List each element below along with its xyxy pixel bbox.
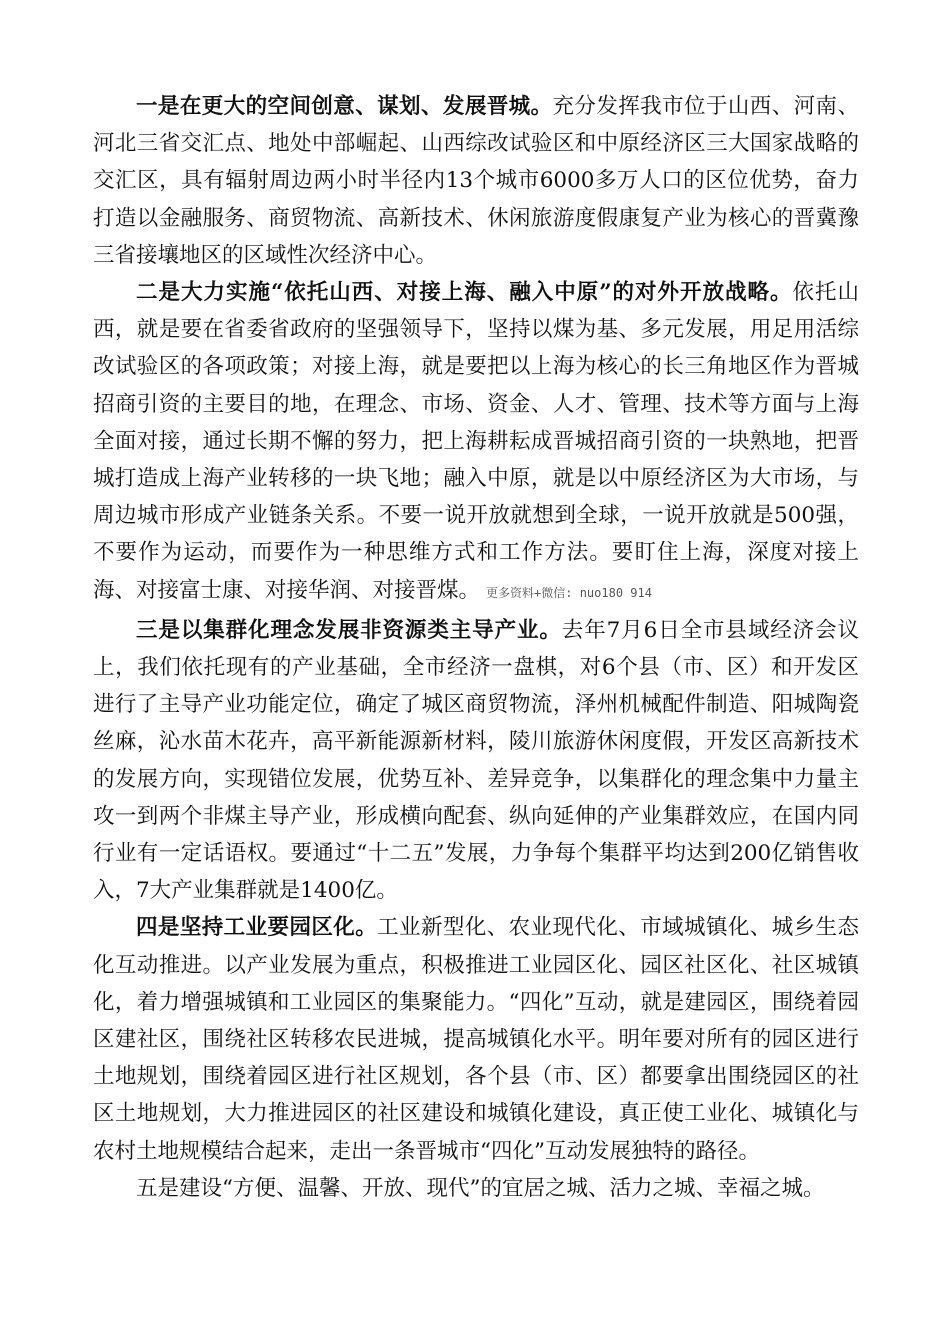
paragraph-4-heading: 四是坚持工业要园区化。 (136, 915, 378, 941)
paragraph-1 (93, 88, 859, 274)
paragraph-1-body: 充分发挥我市位于山西、河南、河北三省交汇点、地处中部崛起、山西综改试验区和中原经济区三大国家战略的交汇区，具有辐射周边两小时半径内13个城市6000多万人口的区位优势，奋力打造以金融服务、商贸物流、高新技术、休闲旅游度假康复产业为核心的晋冀豫三省接壤地区的区域性次经济中心。 (93, 94, 859, 268)
paragraph-3-body: 去年7月6日全市县域经济会议上，我们依托现有的产业基础，全市经济一盘棋，对6个县（市、区）和开发区进行了主导产业功能定位，确定了城区商贸物流，泽州机械配件制造、阳城陶瓷丝麻，沁水苗木花卉，高平新能源新材料，陵川旅游休闲度假，开发区高新技术的发展方向，实现错位发展，优势互补、差异竞争，以集群化的理念集中力量主攻一到两个非煤主导产业，形成横向配套、纵向延伸的产业集群效应，在国内同行业有一定话语权。要通过“十二五”发展，力争每个集群平均达到200亿销售收入，7大产业集群就是1400亿。 (93, 617, 859, 904)
paragraph-2-body: 依托山西，就是要在省委省政府的坚强领导下，坚持以煤为基、多元发展，用足用活综改试验区的各项政策；对接上海，就是要把以上海为核心的长三角地区作为晋城招商引资的主要目的地，在理念、市场、资金、人才、管理、技术等方面与上海全面对接，通过长期不懈的努力，把上海耕耘成晋城招商引资的一块熟地，把晋城打造成上海产业转移的一块飞地；融入中原，就是以中原经济区为大市场，与周边城市形成产业链条关系。不要一说开放就想到全球，一说开放就是500强，不要作为运动，而要作为一种思维方式和工作方法。要盯住上海，深度对接上海、对接富士康、对接华润、对接晋煤。 (93, 280, 859, 603)
paragraph-2-heading: 二是大力实施“依托山西、对接上海、融入中原”的对外开放战略。 (136, 280, 793, 306)
document-page (93, 88, 859, 1207)
paragraph-5 (93, 1170, 859, 1207)
paragraph-2 (93, 274, 859, 612)
paragraph-4-body: 工业新型化、农业现代化、市域城镇化、城乡生态化互动推进。以产业发展为重点，积极推进工业园区化、园区社区化、社区城镇化，着力增强城镇和工业园区的集聚能力。“四化”互动，就是建园区，围绕着园区建社区，围绕社区转移农民进城，提高城镇化水平。明年要对所有的园区进行土地规划，围绕着园区进行社区规划，各个县（市、区）都要拿出围绕园区的社区土地规划，大力推进园区的社区建设和城镇化建设，真正使工业化、城镇化与农村土地规模结合起来，走出一条晋城市“四化”互动发展独特的路径。 (93, 915, 859, 1164)
paragraph-3-heading: 三是以集群化理念发展非资源类主导产业。 (136, 617, 562, 643)
paragraph-1-heading: 一是在更大的空间创意、谋划、发展晋城。 (136, 94, 553, 119)
watermark-note: 更多资料+微信: nuo180 914 (486, 585, 652, 600)
paragraph-4 (93, 909, 859, 1169)
paragraph-5-body: 五是建设“方便、温馨、开放、现代”的宜居之城、活力之城、幸福之城。 (136, 1175, 825, 1201)
paragraph-3 (93, 612, 859, 910)
